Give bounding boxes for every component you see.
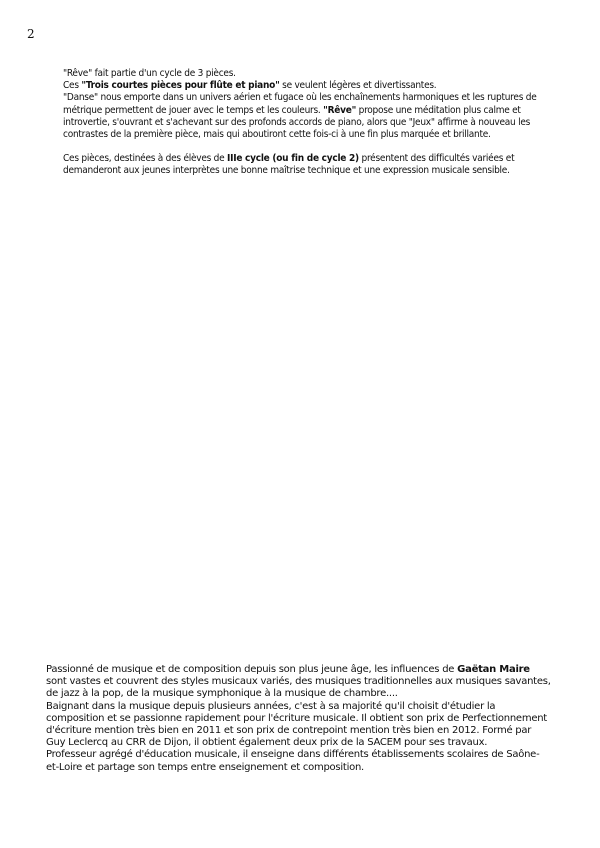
intro-p2-pre: Ces (63, 80, 82, 92)
bio-p1-pre: Passionné de musique et de composition depuis son plus jeune âge, les influences de (46, 664, 458, 675)
piece-title-reve: "Rêve" (323, 104, 356, 116)
intro-text (63, 68, 545, 178)
page-number: 2 (27, 27, 35, 41)
bio-paragraph-2: Baignant dans la musique depuis plusieurs années, c'est à sa majorité qu'il choisit d'étudier la composition et se passionne rapidement pour l'écriture musicale. Il obtient son prix de Perfectionnement d'écriture mention très bien en 2011 et son prix de contrepoint mention très bien en 2012. Formé par Guy Leclercq au CRR de Dijon, il obtient également deux prix de la SACEM pour ses travaux. (46, 700, 547, 749)
bio-p1-post: sont vastes et couvrent des styles musicaux variés, des musiques traditionnelles aux musiques savantes, de jazz à la pop, de la musique symphonique à la musique de chambre.... (46, 676, 551, 700)
intro-p2-post: se veulent légères et divertissantes. (279, 80, 437, 92)
bio-paragraph-3: Professeur agrégé d'éducation musicale, il enseigne dans différents établissements scolaires de Saône-et-Loire et partage son temps entre enseignement et composition. (46, 749, 540, 773)
intro-p3-pre: "Danse" nous emporte dans un univers aérien et fugace où les enchaînements harmoniques et les ruptures de métrique permettent de jouer avec le temps et les couleurs. (63, 92, 537, 116)
intro-p3-post: propose une méditation plus calme et introvertie, s'ouvrant et s'achevant sur des profonds accords de piano, alors que "Jeux" affirme à nouveau les contrastes de la première pièce, mais qui aboutiront cette fois-ci à une fin plus marquée et brillante. (63, 104, 531, 141)
composer-biography (46, 664, 552, 774)
work-title: "Trois courtes pièces pour flûte et piano" (81, 80, 280, 92)
intro-p4-post: présentent des difficultés variées et demanderont aux jeunes interprètes une bonne maîtrise technique et une expression musicale sensible. (63, 153, 515, 177)
intro-paragraph-1: "Rêve" fait partie d'un cycle de 3 pièces. (63, 68, 236, 79)
bio-paragraph-1 (46, 664, 552, 701)
intro-paragraph-3 (63, 92, 545, 141)
level-label: IIIe cycle (ou fin de cycle 2) (227, 153, 359, 165)
intro-paragraph-4 (63, 153, 545, 177)
intro-paragraph-2 (63, 80, 545, 92)
composer-name: Gaëtan Maire (457, 664, 530, 675)
intro-p4-pre: Ces pièces, destinées à des élèves de (63, 153, 228, 165)
